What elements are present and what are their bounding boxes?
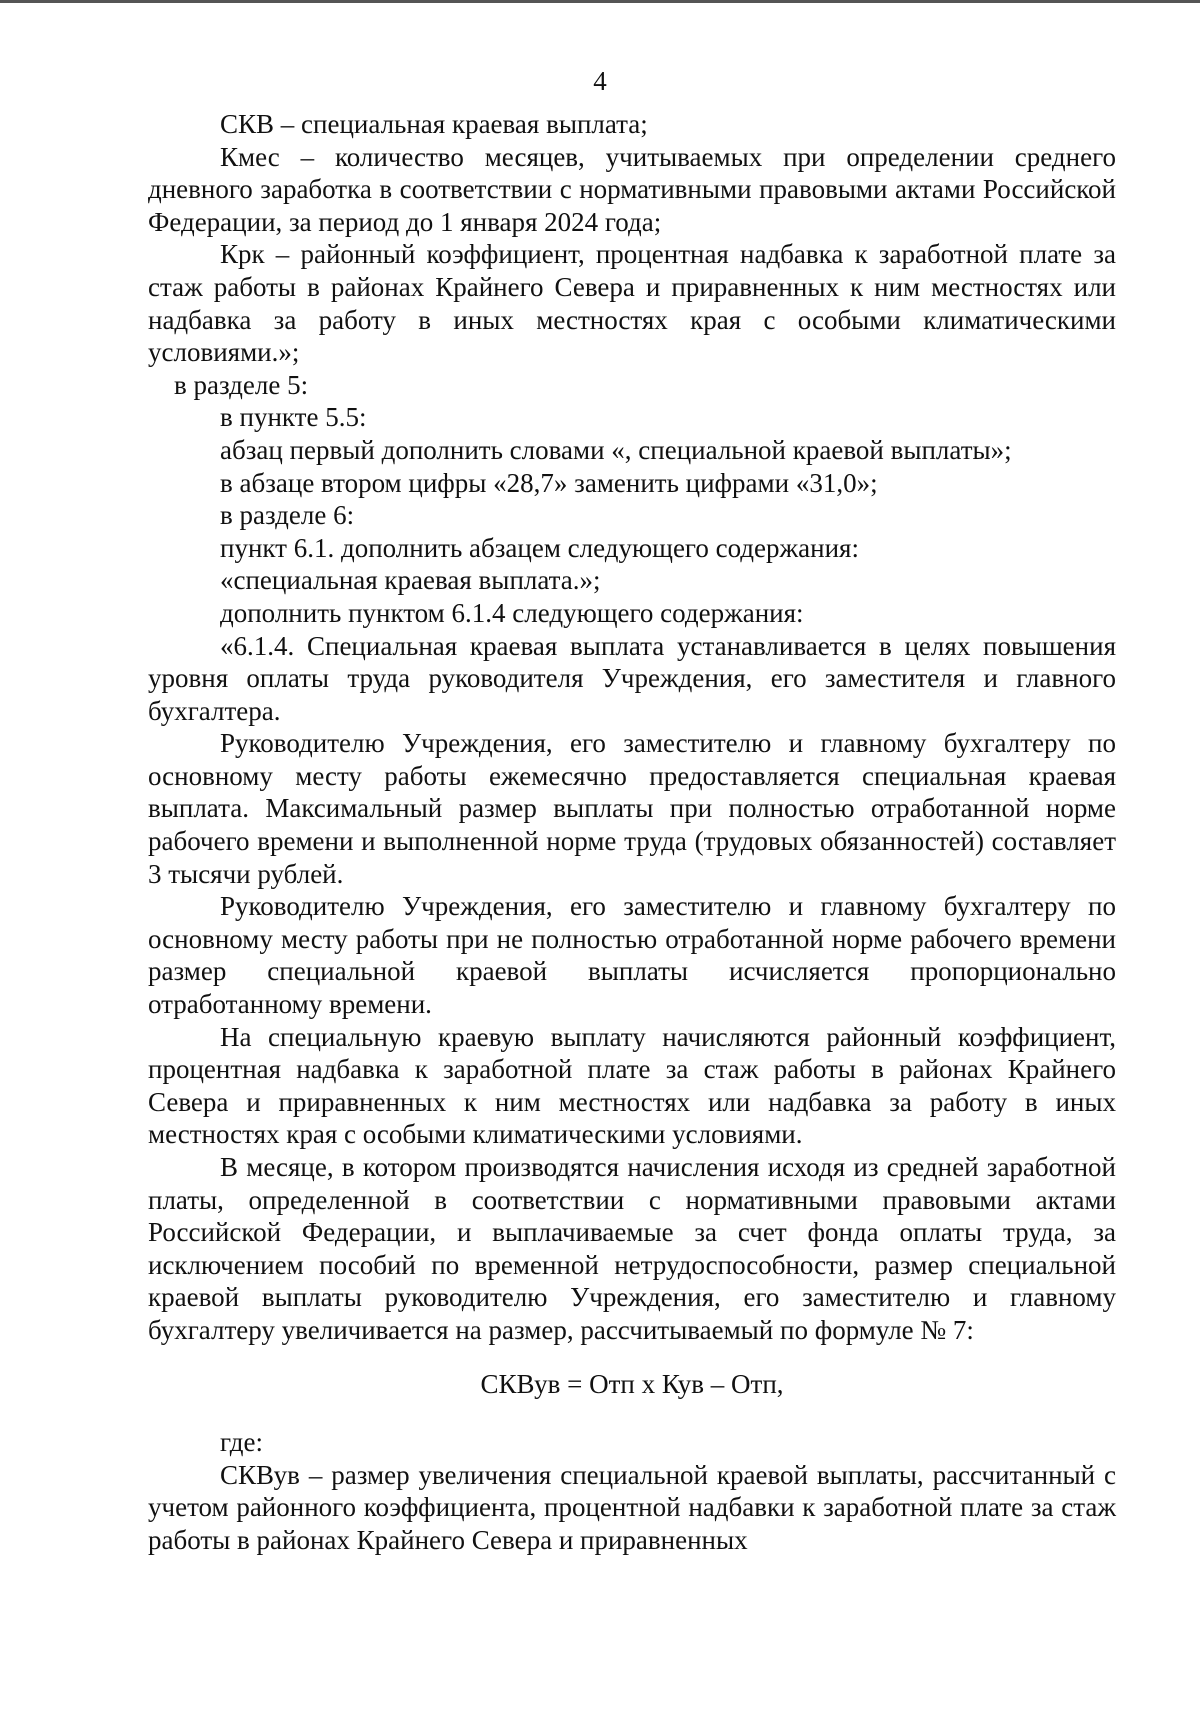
paragraph-regional-coefficient: На специальную краевую выплату начисляются районный коэффициент, процентная надбавка к заработной плате за стаж работы в районах Крайнего Севера и приравненных к ним местностях или надбавка за работу в иных местностях края с особыми климатическими условиями. [148, 1021, 1116, 1150]
paragraph-item-6-1: пункт 6.1. дополнить абзацем следующего содержания: [220, 532, 859, 563]
paragraph-average-salary-month: В месяце, в котором производятся начисления исходя из средней заработной платы, определенной в соответствии с нормативными правовыми актами Российской Федерации, и выплачиваемые за счет фонда оплаты труда, за исключением пособий по временной нетрудоспособности, размер специальной краевой выплаты руководителю Учреждения, его заместителю и главному бухгалтеру увеличивается на размер, рассчитываемый по формуле № 7: [148, 1152, 1116, 1345]
paragraph-special-payment-quote: «специальная краевая выплата.»; [220, 565, 601, 596]
paragraph-section-6: в разделе 6: [220, 500, 355, 531]
paragraph-where: где: [220, 1427, 263, 1458]
paragraph-item-6-1-4: «6.1.4. Специальная краевая выплата устанавливается в целях повышения уровня оплаты труда руководителя Учреждения, его заместителя и главного бухгалтера. [148, 630, 1116, 726]
scan-top-edge [0, 0, 1200, 3]
paragraph-proportional-payment: Руководителю Учреждения, его заместителю и главному бухгалтеру по основному месту работы при не полностью отработанной норме рабочего времени размер специальной краевой выплаты исчисляется пропорционально отработанному времени. [148, 891, 1116, 1020]
paragraph-first-abzac: абзац первый дополнить словами «, специальной краевой выплаты»; [220, 434, 1012, 465]
paragraph-second-abzac: в абзаце втором цифры «28,7» заменить цифрами «31,0»; [220, 467, 878, 498]
formula-7: СКВув = Отп х Кув – Отп, [480, 1368, 784, 1399]
paragraph-item-5-5: в пункте 5.5: [220, 402, 367, 433]
page-number: 4 [593, 66, 607, 96]
paragraph-monthly-payment: Руководителю Учреждения, его заместителю и главному бухгалтеру по основному месту работы ежемесячно предоставляется специальная краевая выплата. Максимальный размер выплаты при полностью отработанной норме рабочего времени и выполненной норме труда (трудовых обязанностей) составляет 3 тысячи рублей. [148, 728, 1116, 889]
paragraph-skvuv-definition: СКВув – размер увеличения специальной краевой выплаты, рассчитанный с учетом районного коэффициента, процентной надбавки к заработной плате за стаж работы в районах Крайнего Севера и приравненных [148, 1459, 1116, 1555]
paragraph-kmes-definition: Кмес – количество месяцев, учитываемых при определении среднего дневного заработка в соответствии с нормативными правовыми актами Российской Федерации, за период до 1 января 2024 года; [148, 141, 1116, 237]
paragraph-add-item-6-1-4: дополнить пунктом 6.1.4 следующего содержания: [220, 597, 804, 628]
paragraph-section-5: в разделе 5: [174, 369, 309, 400]
paragraph-krk-definition: Крк – районный коэффициент, процентная надбавка к заработной плате за стаж работы в районах Крайнего Севера и приравненных к ним местностях или надбавка за работу в иных местностях края с особыми климатическими условиями.»; [148, 239, 1116, 368]
paragraph-skv-definition: СКВ – специальная краевая выплата; [220, 109, 648, 139]
document-body [148, 108, 1116, 1557]
